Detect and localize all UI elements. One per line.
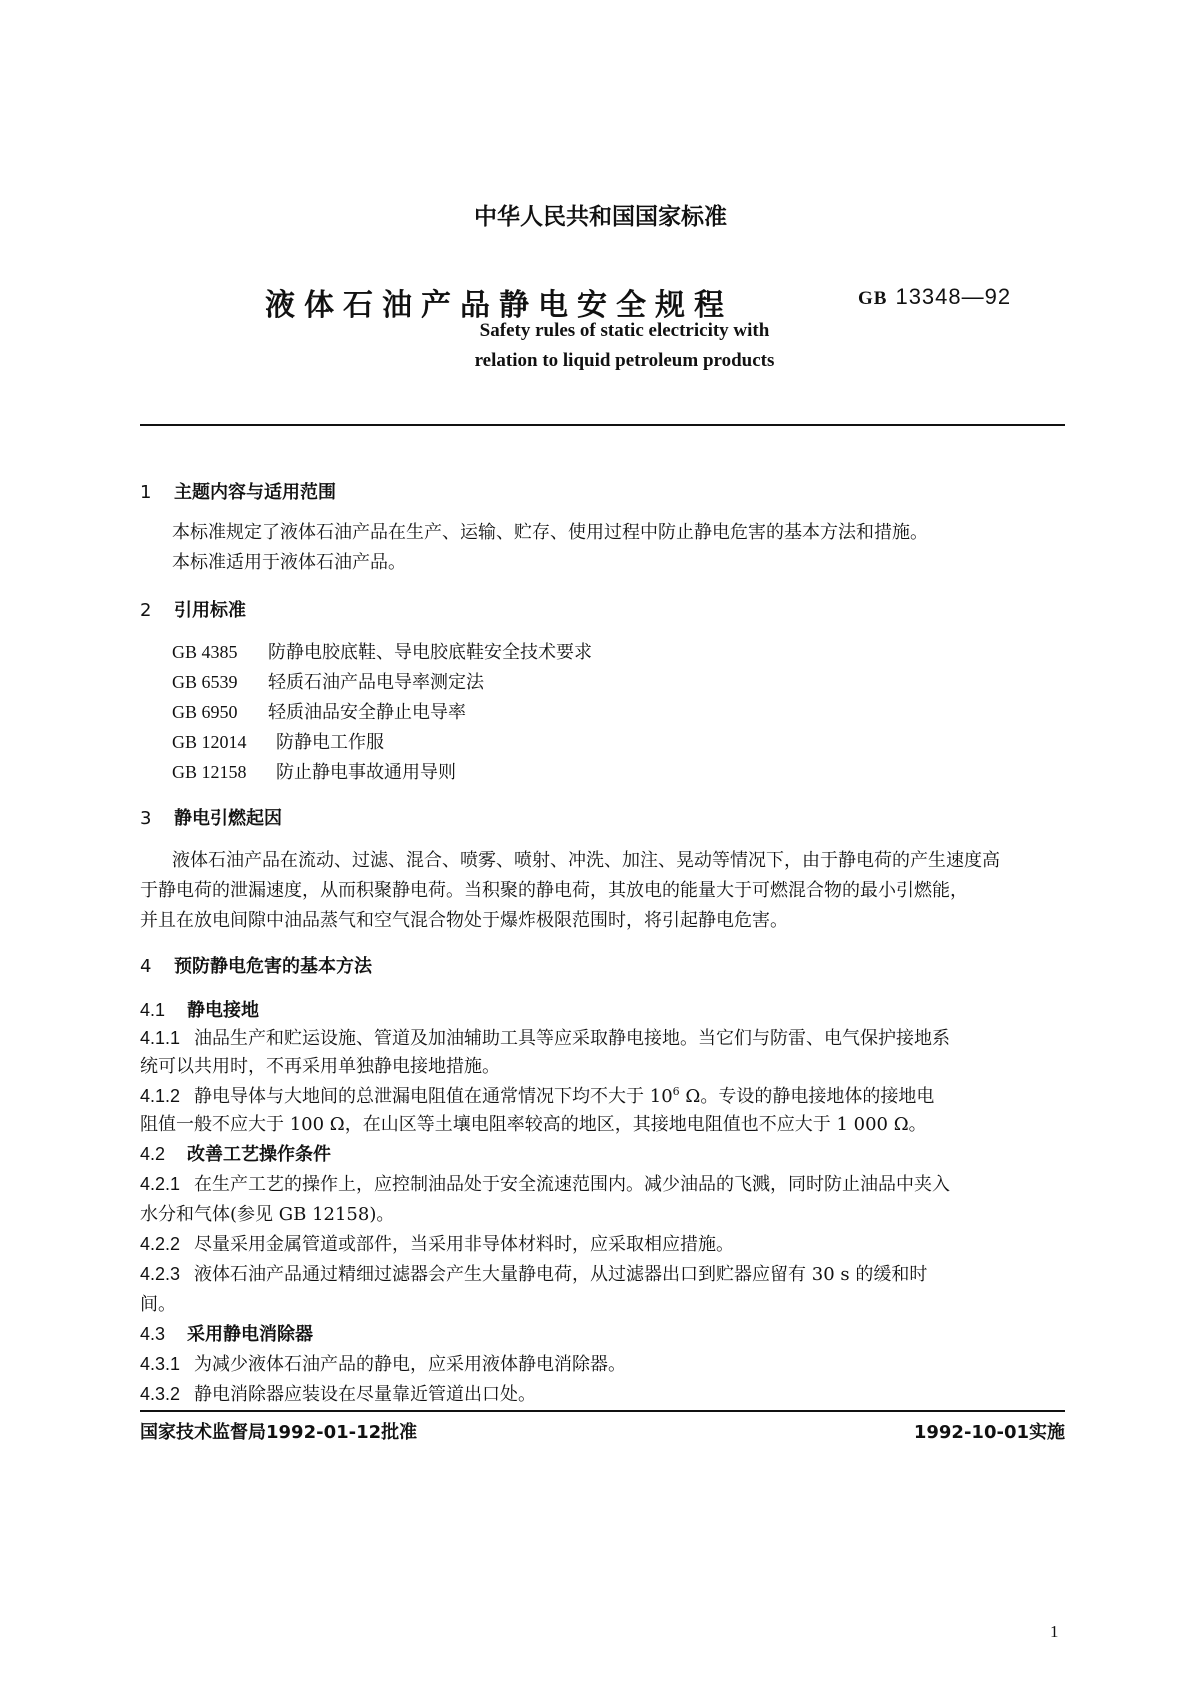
section-3-line-2: 于静电荷的泄漏速度，从而积聚静电荷。当积聚的静电荷，其放电的能量大于可燃混合物的最小引燃能， [140,880,968,901]
clause-number: 4.2.1 [140,1174,181,1194]
subsection-title: 静电接地 [187,1000,260,1021]
clause-text: 液体石油产品通过精细过滤器会产生大量静电荷，从过滤器出口到贮器应留有 30 s 的缓和时 [194,1264,928,1285]
clause-text: 静电消除器应装设在尽量靠近管道出口处。 [194,1384,537,1405]
clause-4-1-2-line-2: 阻值一般不应大于 100 Ω，在山区等土壤电阻率较高的地区，其接地电阻值也不应大于 1 000 Ω。 [140,1114,927,1135]
reference-title: 轻质油品安全静止电导率 [268,702,466,723]
header-divider [140,424,1065,426]
clause-text: 为减少液体石油产品的静电，应采用液体静电消除器。 [194,1354,627,1375]
clause-number: 4.1.2 [140,1086,181,1106]
section-title: 主题内容与适用范围 [174,482,336,503]
reference-code: GB 12014 [172,732,247,752]
clause-number: 4.1.1 [140,1028,181,1048]
clause-number: 4.2.2 [140,1234,181,1254]
clause-number: 4.3.1 [140,1354,181,1374]
clause-4-2-3 [140,1260,927,1286]
section-4-heading [140,952,372,978]
subsection-number: 4.2 [140,1144,166,1164]
reference-code: GB 6950 [172,702,238,722]
subsection-4-3-heading [140,1320,313,1346]
standard-prefix: GB [858,288,888,309]
reference-item [172,668,484,694]
section-number: 4 [140,956,152,977]
clause-4-3-1 [140,1350,626,1376]
standard-number: 13348—92 [895,284,1012,309]
clause-number: 4.2.3 [140,1264,181,1284]
clause-text: 油品生产和贮运设施、管道及加油辅助工具等应采取静电接地。当它们与防雷、电气保护接地系 [194,1028,951,1049]
clause-4-1-1-line-2: 统可以共用时，不再采用单独静电接地措施。 [140,1056,500,1077]
reference-code: GB 6539 [172,672,238,692]
clause-4-1-2 [140,1082,934,1108]
reference-item [172,728,384,754]
page-number: 1 [1050,1622,1059,1641]
section-1-paragraph-1: 本标准规定了液体石油产品在生产、运输、贮存、使用过程中防止静电危害的基本方法和措施。 [172,522,928,543]
clause-4-1-1 [140,1024,950,1050]
effective-date: 1992-10-01实施 [913,1422,1065,1443]
subsection-title: 采用静电消除器 [187,1324,314,1345]
reference-title: 防止静电事故通用导则 [276,762,456,783]
subsection-number: 4.1 [140,1000,166,1020]
exponent: 6 [672,1085,680,1098]
document-title-en-line1: Safety rules of static electricity with [479,320,770,341]
section-3-line-1: 液体石油产品在流动、过滤、混合、喷雾、喷射、冲洗、加注、晃动等情况下，由于静电荷的产生速度高 [172,850,1000,871]
clause-text: 在生产工艺的操作上，应控制油品处于安全流速范围内。减少油品的飞溅，同时防止油品中夹入 [194,1174,951,1195]
clause-4-2-2 [140,1230,734,1256]
clause-4-2-1-line-2: 水分和气体(参见 GB 12158)。 [140,1204,395,1225]
section-2-heading [140,596,246,622]
reference-title: 轻质石油产品电导率测定法 [268,672,484,693]
clause-4-2-1 [140,1170,950,1196]
section-number: 1 [140,482,152,503]
section-1-heading [140,478,336,504]
document-title-en-line2: relation to liquid petroleum products [474,350,775,371]
reference-title: 防静电工作服 [276,732,384,753]
subsection-number: 4.3 [140,1324,166,1344]
clause-4-2-3-line-2: 间。 [140,1294,176,1315]
footer-divider [140,1410,1065,1412]
section-title: 预防静电危害的基本方法 [174,956,372,977]
approval-date: 国家技术监督局1992-01-12批准 [140,1422,418,1443]
subsection-title: 改善工艺操作条件 [187,1144,332,1165]
section-1-paragraph-2: 本标准适用于液体石油产品。 [172,552,406,573]
section-title: 静电引燃起因 [174,808,282,829]
reference-item [172,758,456,784]
clause-4-3-2 [140,1380,536,1406]
standard-organization: 中华人民共和国国家标准 [474,204,727,230]
section-3-line-3: 并且在放电间隙中油品蒸气和空气混合物处于爆炸极限范围时，将引起静电危害。 [140,910,788,931]
reference-code: GB 4385 [172,642,238,662]
section-number: 2 [140,600,152,621]
clause-text: Ω。专设的静电接地体的接地电 [679,1086,935,1107]
document-title-cn: 液体石油产品静电安全规程 [265,288,733,323]
subsection-4-2-heading [140,1140,331,1166]
clause-text: 静电导体与大地间的总泄漏电阻值在通常情况下均不大于 10 [194,1086,673,1107]
reference-item [172,698,466,724]
section-3-heading [140,804,282,830]
clause-text: 尽量采用金属管道或部件，当采用非导体材料时，应采取相应措施。 [194,1234,735,1255]
section-title: 引用标准 [174,600,246,621]
reference-title: 防静电胶底鞋、导电胶底鞋安全技术要求 [268,642,592,663]
section-number: 3 [140,808,152,829]
standard-code [858,284,1011,310]
clause-number: 4.3.2 [140,1384,181,1404]
reference-code: GB 12158 [172,762,247,782]
subsection-4-1-heading [140,996,259,1022]
reference-item [172,638,592,664]
